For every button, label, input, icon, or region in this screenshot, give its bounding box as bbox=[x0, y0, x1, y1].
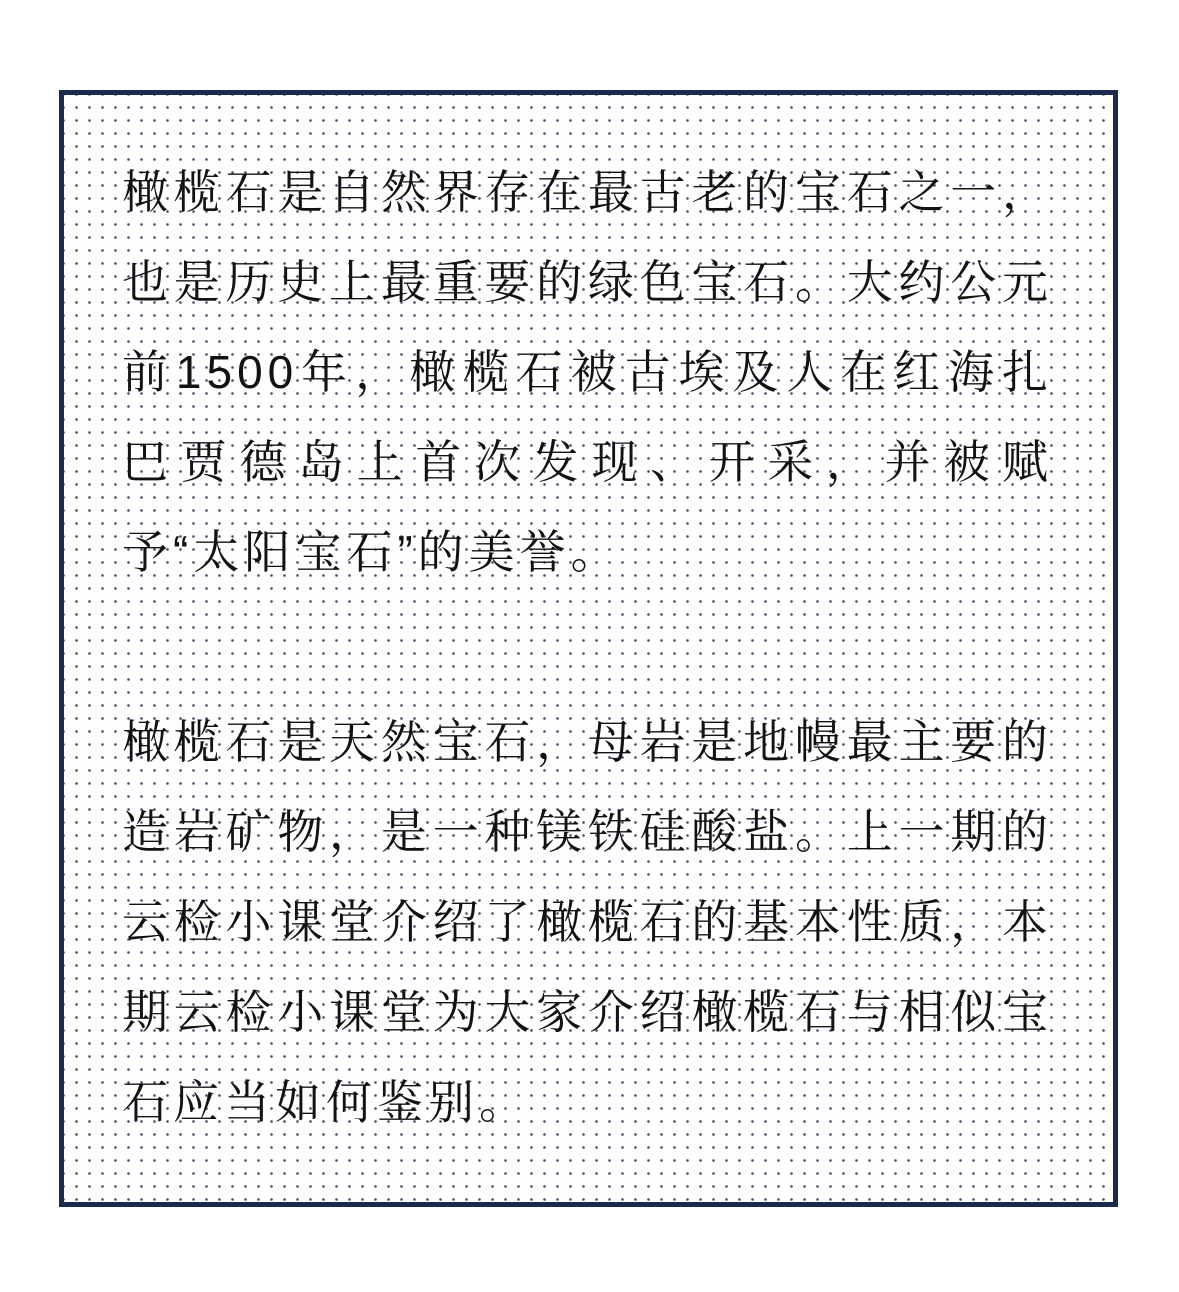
paragraph-olivine-identification: 橄榄石是天然宝石，母岩是地幔最主要的造岩矿物，是一种镁铁硅酸盐。上一期的云检小课堂介绍了橄榄石的基本性质，本期云检小课堂为大家介绍橄榄石与相似宝石应当如何鉴别。 bbox=[122, 716, 1053, 1128]
article-content bbox=[64, 95, 1113, 1147]
paragraph-olivine-history: 橄榄石是自然界存在最古老的宝石之一，也是历史上最重要的绿色宝石。大约公元前1500年，橄榄石被古埃及人在红海扎巴贾德岛上首次发现、开采，并被赋予“太阳宝石”的美誉。 bbox=[122, 166, 1053, 578]
article-card bbox=[59, 90, 1118, 1207]
